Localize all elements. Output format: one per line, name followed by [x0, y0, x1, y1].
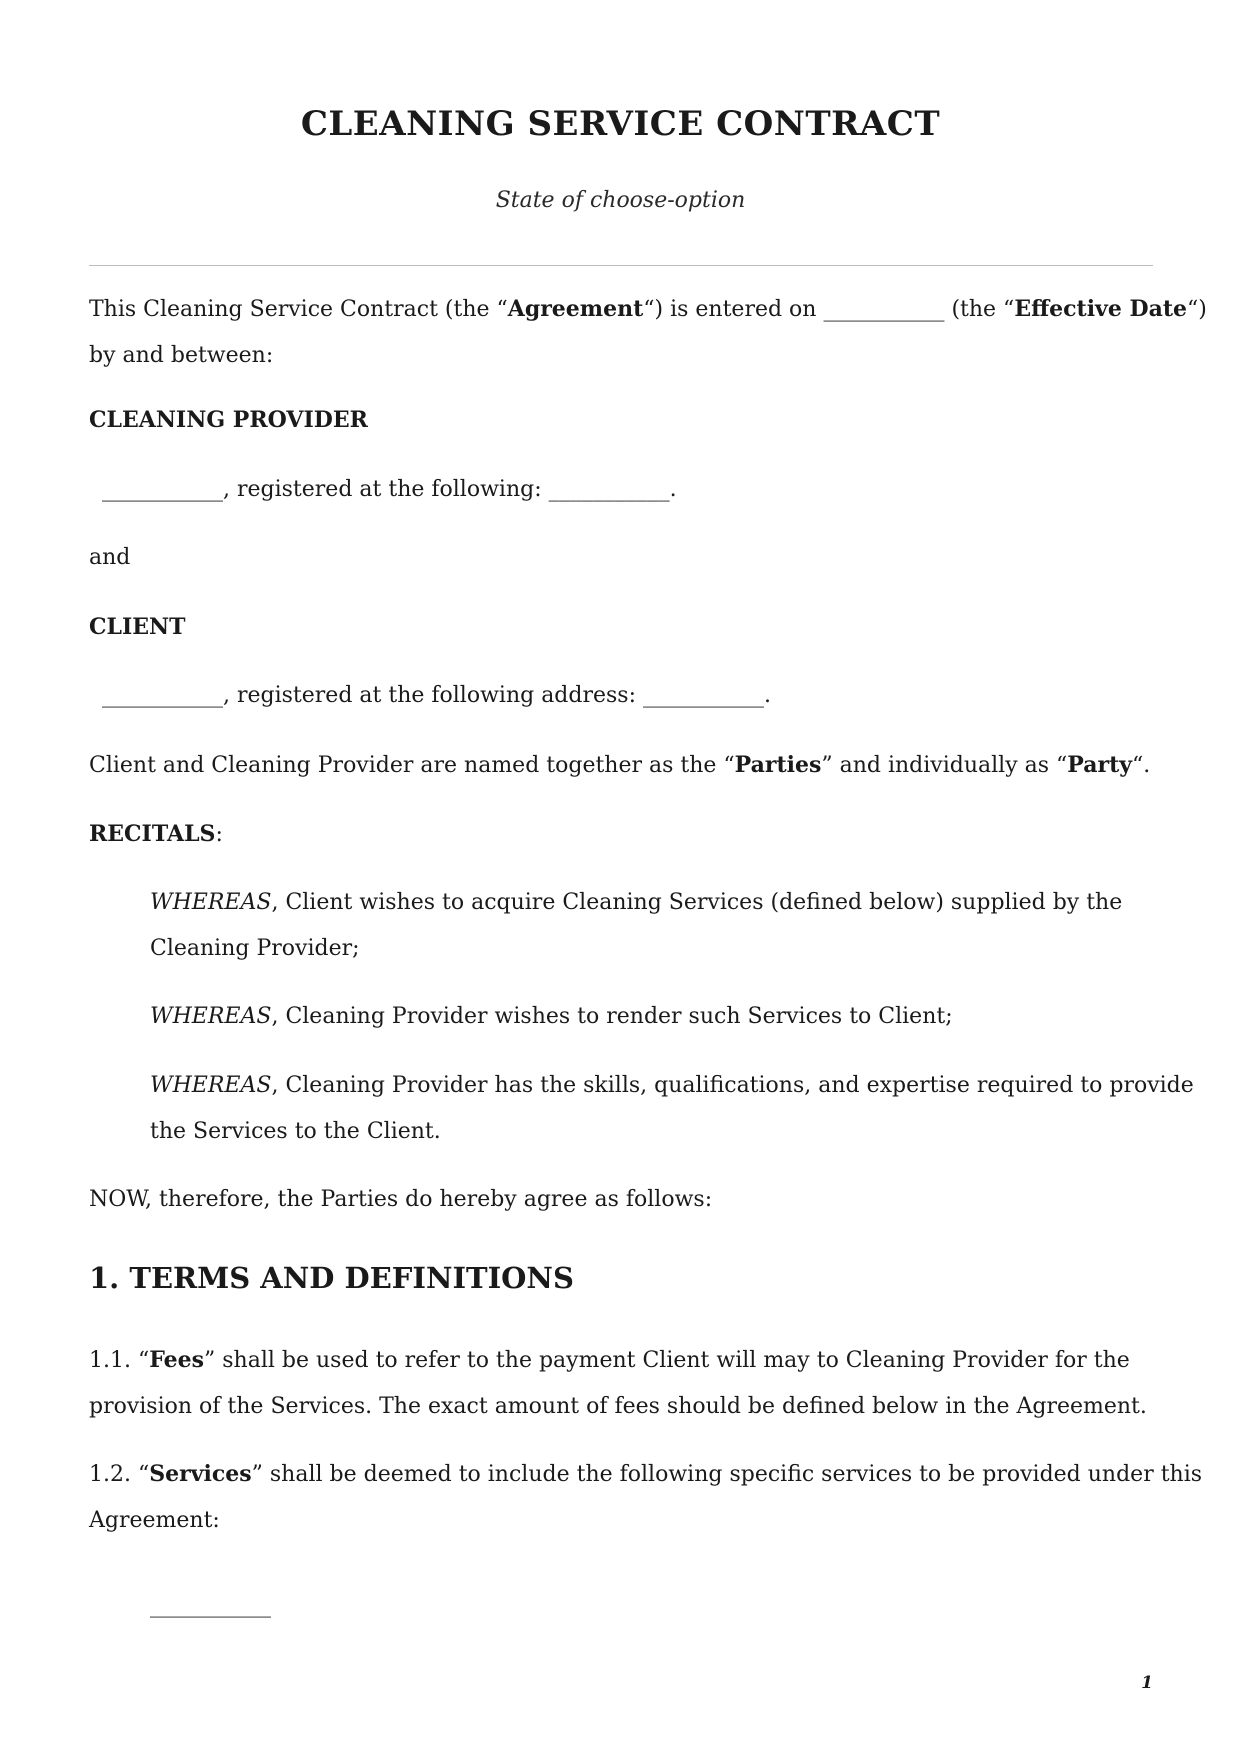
clause-1-1-line-1 — [89, 1337, 1147, 1384]
provider-heading: CLEANING PROVIDER — [89, 407, 368, 433]
recitals-label: RECITALS — [89, 821, 216, 847]
services-term: Services — [149, 1461, 252, 1487]
party-term: Party — [1067, 752, 1133, 778]
document-subtitle: State of choose-option — [495, 188, 746, 213]
recital-3-line-2: the Services to the Client. — [150, 1119, 441, 1144]
clause-text: ” shall be used to refer to the payment Client will may to Cleaning Provider for the — [204, 1348, 1130, 1373]
clause-text: ” shall be deemed to include the following specific services to be provided under this — [251, 1462, 1203, 1487]
clause-1-2 — [89, 1451, 1202, 1544]
recital-1-line-1 — [150, 880, 1122, 926]
whereas-label: WHEREAS — [150, 1073, 272, 1098]
intro-text: “) — [1186, 297, 1207, 322]
intro-paragraph — [89, 286, 1207, 379]
intro-line-1 — [89, 286, 1207, 333]
and-connector: and — [89, 545, 131, 570]
document-title: CLEANING SERVICE CONTRACT — [300, 104, 941, 144]
header-divider — [89, 265, 1153, 266]
clause-1-2-line-2: Agreement: — [89, 1508, 220, 1533]
recital-3-line-1 — [150, 1063, 1194, 1109]
now-therefore: NOW, therefore, the Parties do hereby agree as follows: — [89, 1187, 713, 1212]
parties-paragraph — [89, 742, 1150, 789]
recital-2-line-1 — [150, 994, 953, 1040]
whereas-label: WHEREAS — [150, 890, 272, 915]
recitals-heading — [89, 811, 223, 858]
recital-text: , Cleaning Provider wishes to render such Services to Client; — [271, 1004, 953, 1029]
clause-number: 1.1. “ — [89, 1348, 150, 1373]
recital-text: , Client wishes to acquire Cleaning Services (defined below) supplied by the — [271, 890, 1123, 915]
recitals-colon: : — [215, 822, 223, 847]
client-heading: CLIENT — [89, 614, 186, 640]
effective-date-term: Effective Date — [1014, 296, 1187, 322]
recital-3 — [150, 1063, 1194, 1155]
parties-text: Client and Cleaning Provider are named together as the “ — [89, 753, 735, 778]
recital-1-line-2: Cleaning Provider; — [150, 936, 360, 961]
intro-text: “) is entered on ___________ (the “ — [643, 297, 1015, 322]
section-1-heading: 1. TERMS AND DEFINITIONS — [89, 1261, 574, 1295]
clause-1-1 — [89, 1337, 1147, 1430]
clause-1-1-line-2: provision of the Services. The exact amount of fees should be defined below in the Agreement. — [89, 1394, 1147, 1419]
recital-text: , Cleaning Provider has the skills, qualifications, and expertise required to provide — [271, 1073, 1194, 1098]
client-line: ___________, registered at the following address: ___________. — [102, 683, 771, 708]
services-blank: ___________ — [150, 1593, 271, 1618]
parties-text: ” and individually as “ — [821, 753, 1068, 778]
intro-line-2: by and between: — [89, 343, 274, 368]
agreement-term: Agreement — [507, 296, 644, 322]
page-number: 1 — [1141, 1673, 1153, 1693]
parties-term: Parties — [734, 752, 822, 778]
fees-term: Fees — [149, 1347, 205, 1373]
provider-line: ___________, registered at the following: ___________. — [102, 477, 677, 502]
clause-number: 1.2. “ — [89, 1462, 150, 1487]
clause-1-2-line-1 — [89, 1451, 1202, 1498]
recital-2 — [150, 994, 953, 1040]
intro-text: This Cleaning Service Contract (the “ — [89, 297, 508, 322]
recital-1 — [150, 880, 1122, 972]
whereas-label: WHEREAS — [150, 1004, 272, 1029]
parties-text: “. — [1132, 753, 1151, 778]
